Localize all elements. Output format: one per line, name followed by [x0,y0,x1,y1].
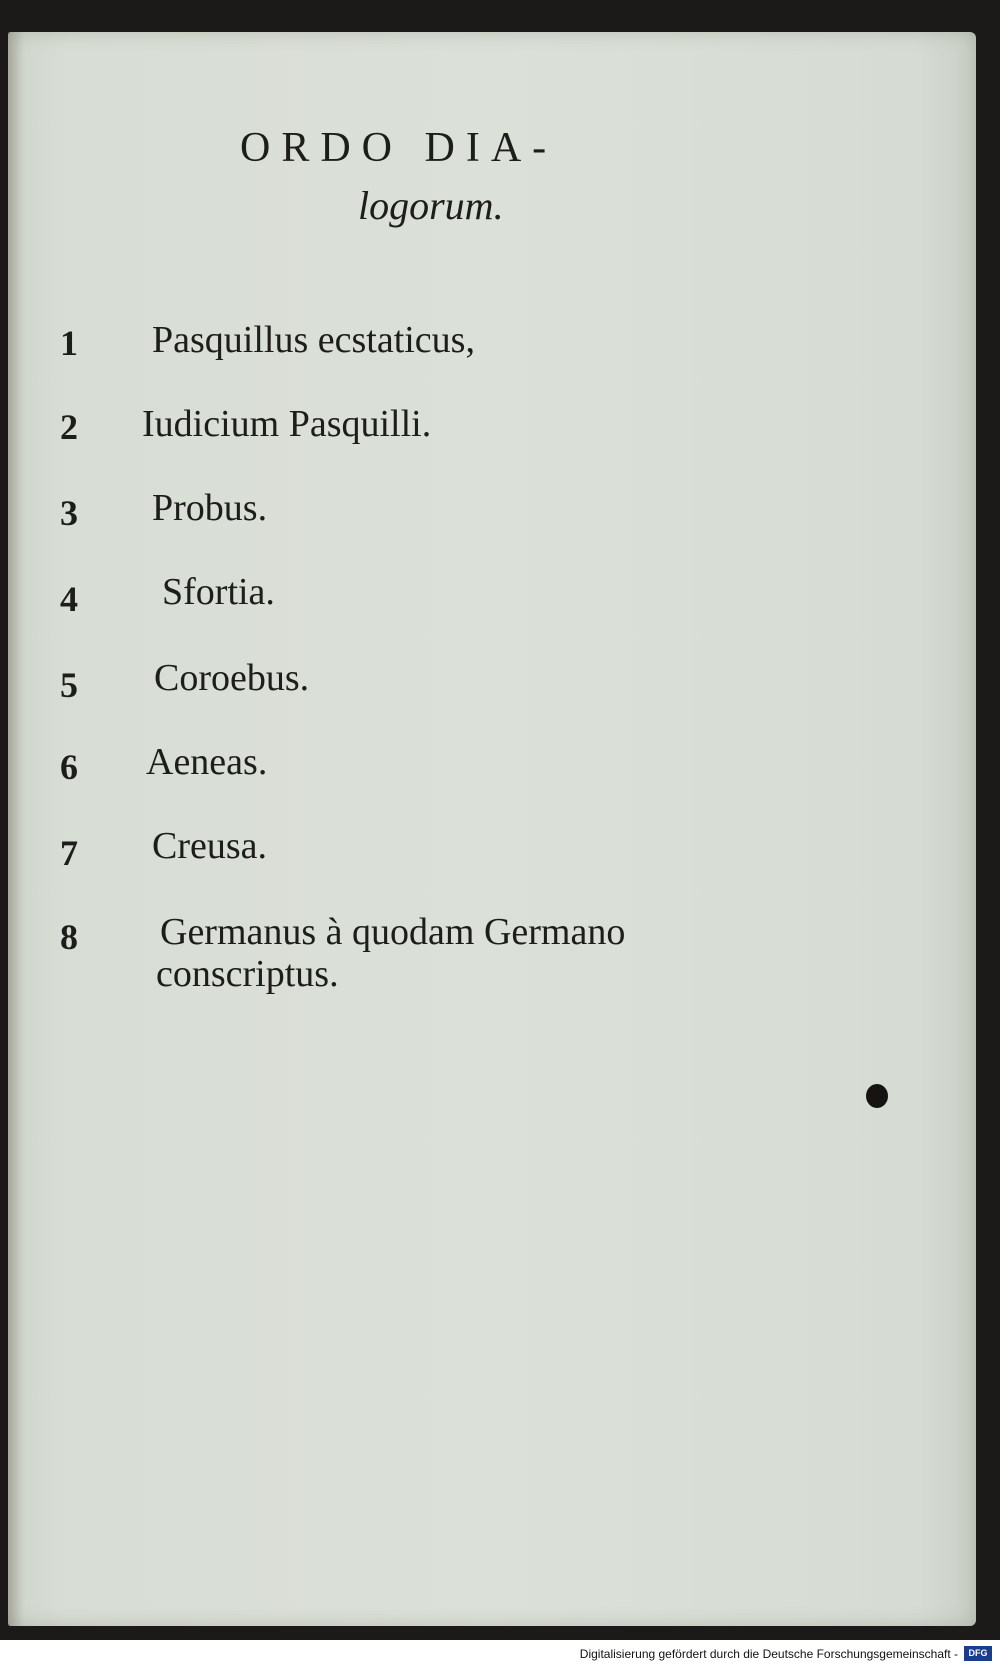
entry-title-5: Coroebus. [154,657,310,699]
page-subtitle: logorum. [358,183,504,228]
entry-number-1: 1 [60,323,78,363]
footer-bar [0,1640,1000,1668]
entry-number-3: 3 [60,493,78,533]
entry-number-2: 2 [60,407,78,447]
book-page [8,32,976,1626]
entry-number-7: 7 [60,833,78,873]
entry-number-8: 8 [60,917,78,957]
entry-number-5: 5 [60,665,78,705]
ink-blot [866,1084,888,1108]
entry-number-6: 6 [60,747,78,787]
entry-title-8-continued: conscriptus. [156,953,339,995]
page-title: ORDO DIA- [240,125,558,171]
entry-title-6: Aeneas. [146,741,268,783]
entry-title-2: Iudicium Pasquilli. [142,403,432,445]
funding-credit: Digitalisierung gefördert durch die Deutsche Forschungsgemeinschaft - [579,1647,958,1661]
entry-title-4: Sfortia. [162,571,275,613]
dfg-logo-icon: DFG [964,1646,992,1661]
entry-title-3: Probus. [152,487,268,529]
entry-title-1: Pasquillus ecstaticus, [152,319,475,361]
entry-title-8: Germanus à quodam Germano [160,911,626,953]
entry-number-4: 4 [60,579,78,619]
entry-title-7: Creusa. [152,825,268,867]
